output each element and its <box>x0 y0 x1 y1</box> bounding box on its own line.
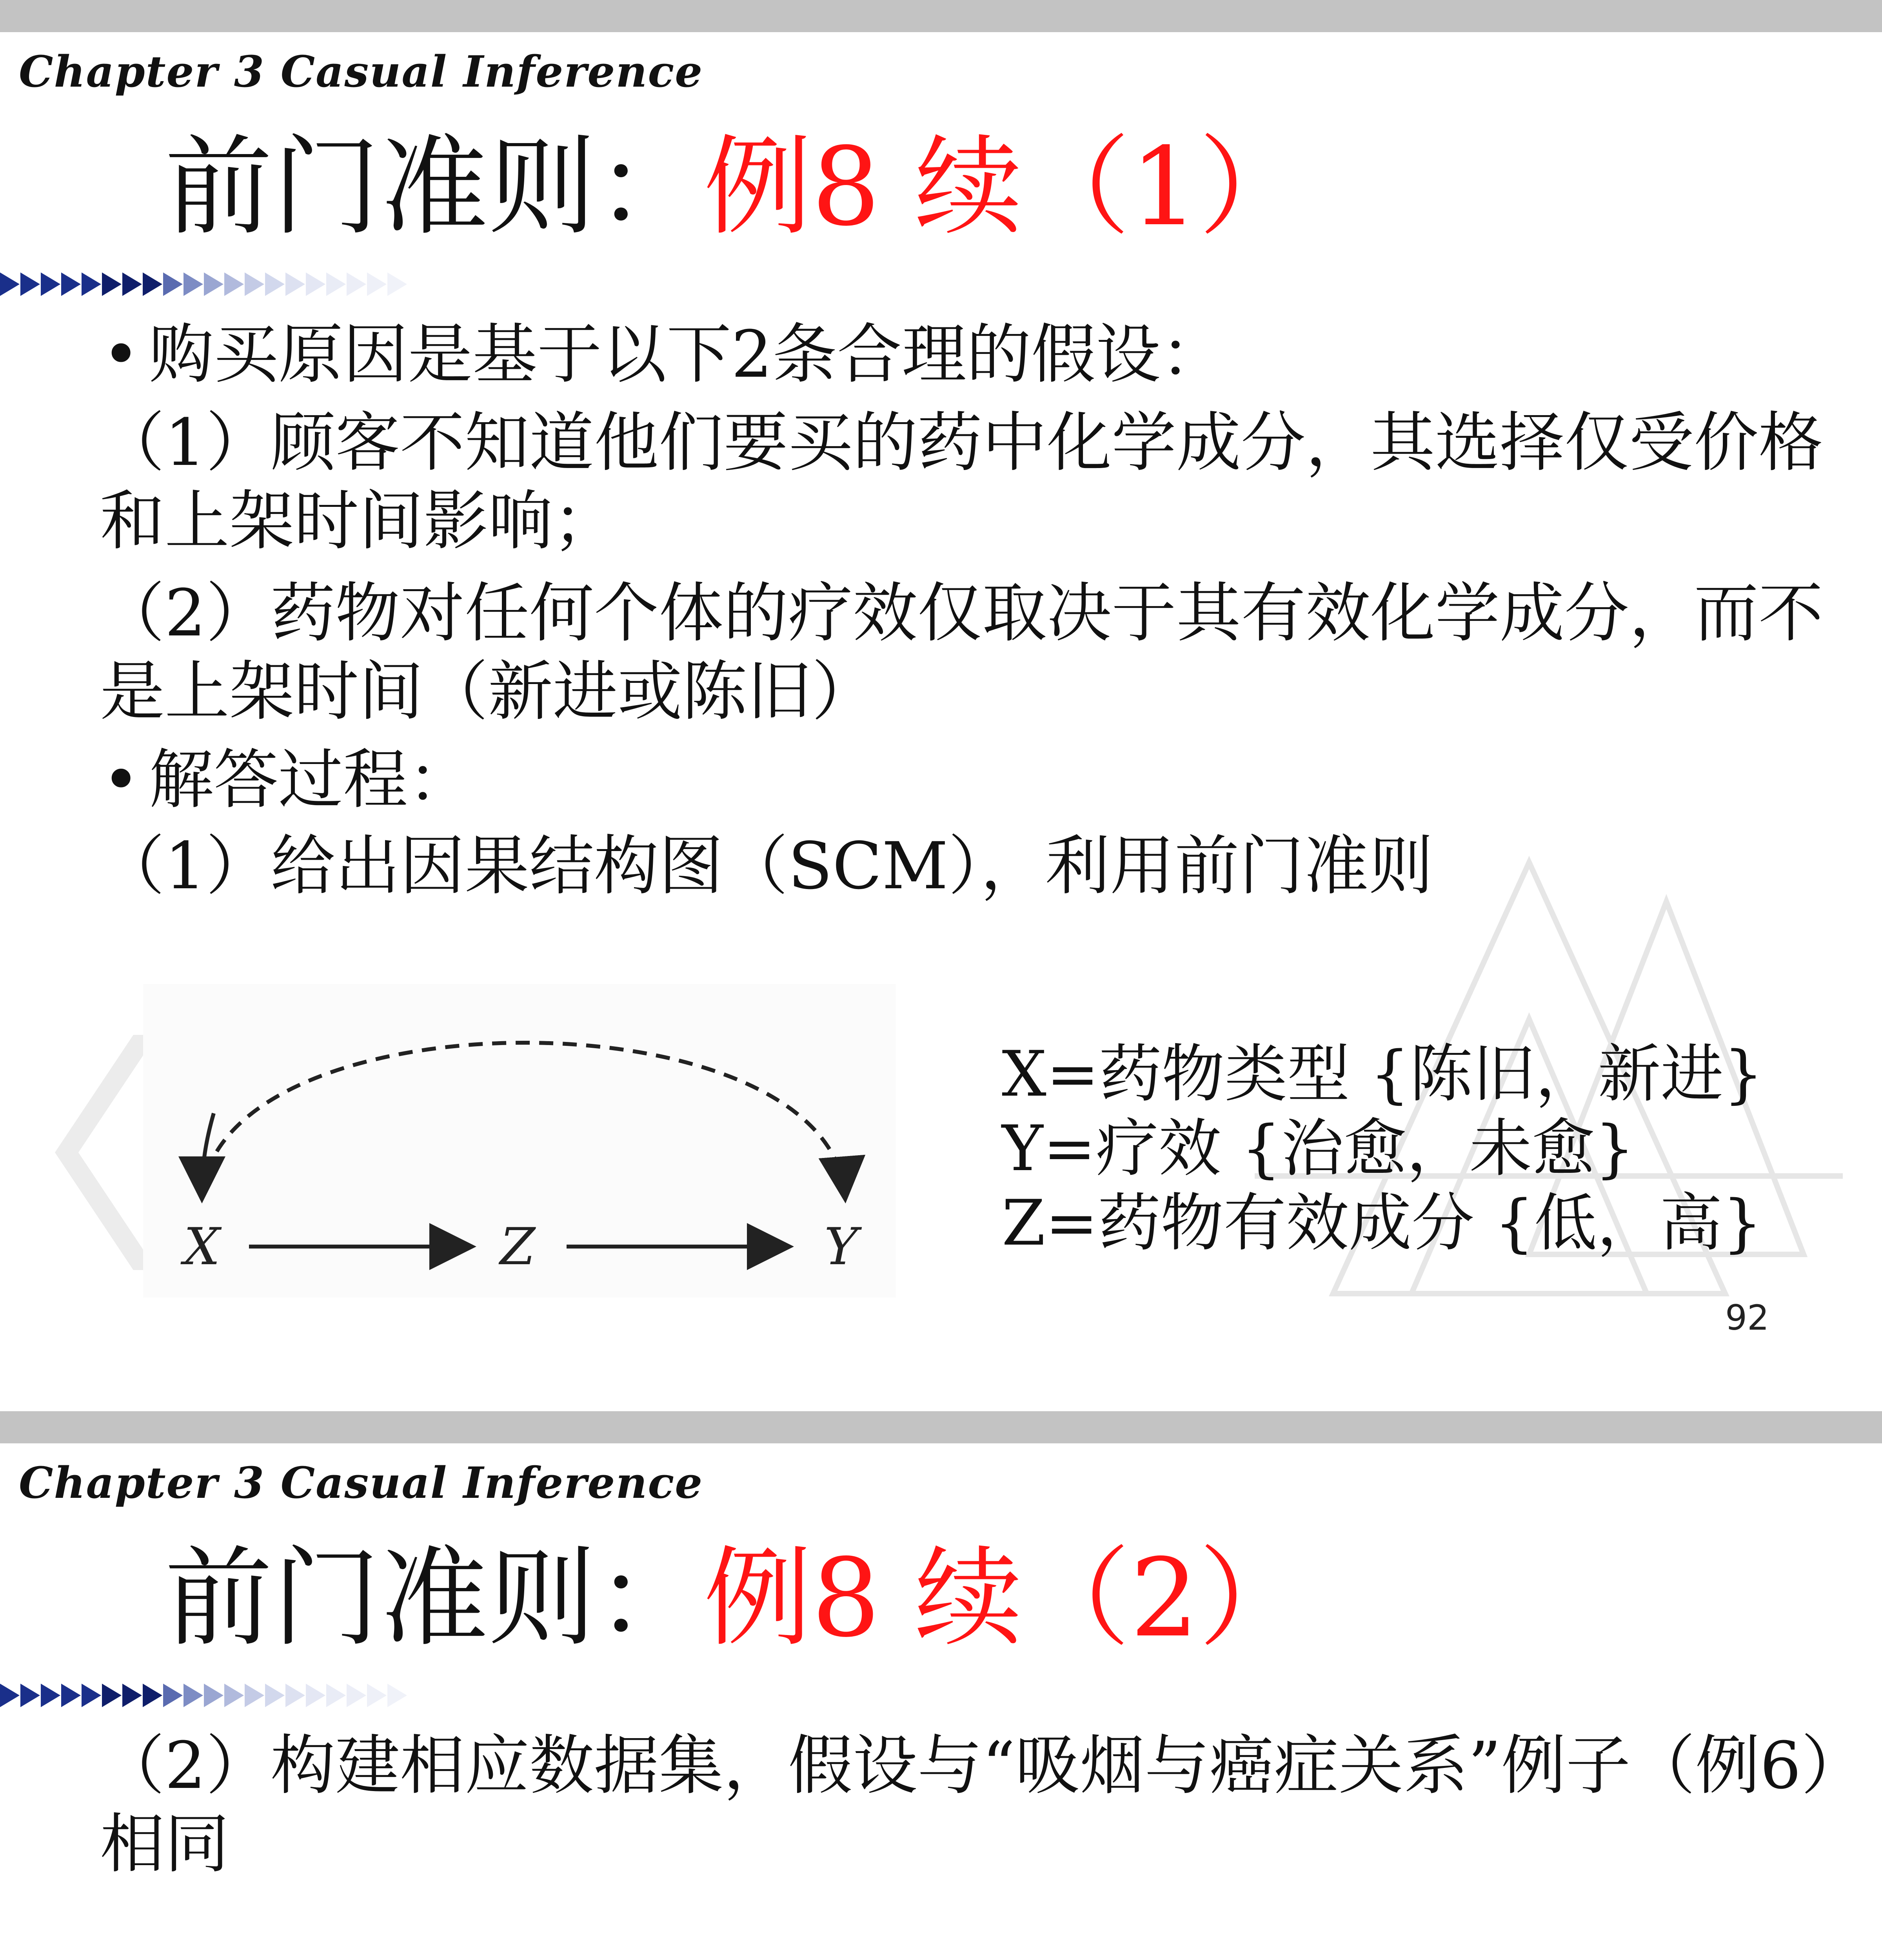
page-number: 92 <box>1725 1298 1769 1338</box>
scm-graph <box>143 984 896 1298</box>
assumption-2-line-2: 是上架时间（新进或陈旧） <box>100 654 876 729</box>
bullet-line <box>102 743 472 817</box>
title-black: 前门准则： <box>165 1535 704 1661</box>
chapter-header: Chapter 3 Casual Inference <box>19 1457 703 1508</box>
assumption-1-line-2: 和上架时间影响； <box>100 483 618 559</box>
confounder-arc <box>202 1043 845 1196</box>
assumption-2-line-1: （2）药物对任何个体的疗效仅取决于其有效化学成分，而不 <box>100 575 1823 651</box>
node-y: Y <box>824 1217 858 1276</box>
node-z: Z <box>500 1217 536 1276</box>
title-red: 例8 续（2） <box>704 1535 1307 1661</box>
decorative-arrows <box>0 1682 416 1709</box>
assumption-1-line-1: （1）顾客不知道他们要买的药中化学成分，其选择仅受价格 <box>100 405 1823 480</box>
bullet-text: 购买原因是基于以下2条合理的假设： <box>149 317 1225 392</box>
title-red: 例8 续（1） <box>704 124 1307 250</box>
confounder-arc-start <box>202 1113 214 1196</box>
slide-title <box>165 124 1307 250</box>
slide-top-bar <box>0 1411 1882 1443</box>
bullet-dot: • <box>102 742 140 817</box>
step-2-line-1: （2）构建相应数据集，假设与“吸烟与癌症关系”例子（例6） <box>100 1728 1866 1803</box>
definition-z: Z=药物有效成分 {低，高} <box>1002 1186 1762 1259</box>
definition-y: Y=疗效 {治愈，未愈} <box>1002 1112 1635 1185</box>
bullet-text: 解答过程： <box>149 742 472 817</box>
chapter-header: Chapter 3 Casual Inference <box>19 46 703 97</box>
step-1-line: （1）给出因果结构图（SCM），利用前门准则 <box>100 828 1433 904</box>
bullet-line <box>102 318 1225 392</box>
decorative-arrows <box>0 270 416 298</box>
slide-title <box>165 1535 1307 1661</box>
title-black: 前门准则： <box>165 124 704 250</box>
variable-definitions <box>1002 1037 1763 1260</box>
scm-diagram <box>143 984 896 1298</box>
slide-93 <box>0 1411 1882 1960</box>
bullet-dot: • <box>102 317 140 392</box>
definition-x: X=药物类型 {陈旧，新进} <box>1002 1037 1764 1111</box>
step-2-line-2: 相同 <box>100 1806 229 1882</box>
slide-top-bar <box>0 0 1882 32</box>
node-x: X <box>183 1217 220 1276</box>
